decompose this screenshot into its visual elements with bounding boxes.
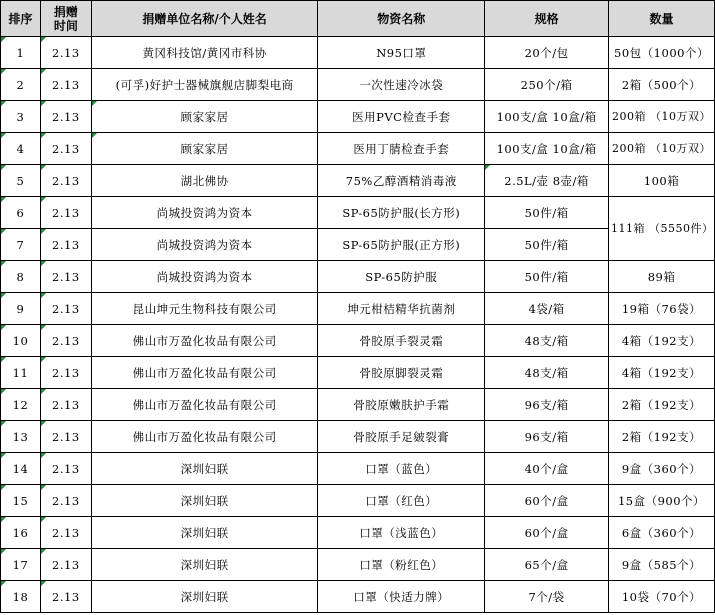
cell-date[interactable]: 2.13: [40, 293, 91, 325]
cell-donor[interactable]: 深圳妇联: [91, 453, 318, 485]
cell-qty[interactable]: 111箱 （5550件）: [609, 197, 715, 261]
cell-rank[interactable]: 12: [1, 389, 41, 421]
cell-spec[interactable]: 50件/箱: [485, 261, 609, 293]
cell-date[interactable]: 2.13: [40, 133, 91, 165]
table-row: [1, 453, 715, 485]
cell-spec[interactable]: 60个/盒: [485, 517, 609, 549]
cell-donor[interactable]: 佛山市万盈化妆品有限公司: [91, 357, 318, 389]
table-row: [1, 165, 715, 197]
cell-date[interactable]: 2.13: [40, 581, 91, 613]
cell-date[interactable]: 2.13: [40, 517, 91, 549]
cell-item[interactable]: 75%乙醇酒精消毒液: [318, 165, 485, 197]
cell-donor[interactable]: 顾家家居: [91, 133, 318, 165]
header-time-line1: 捐赠: [53, 4, 78, 19]
table-row: [1, 421, 715, 453]
cell-spec[interactable]: 4袋/箱: [485, 293, 609, 325]
cell-item[interactable]: 口罩（蓝色）: [318, 453, 485, 485]
cell-donor[interactable]: 深圳妇联: [91, 581, 318, 613]
cell-qty[interactable]: 9盒（360个）: [609, 453, 715, 485]
cell-spec[interactable]: 250个/箱: [485, 69, 609, 101]
table-row: [1, 133, 715, 165]
cell-rank[interactable]: 15: [1, 485, 41, 517]
table-row: [1, 517, 715, 549]
cell-spec[interactable]: 100支/盒 10盒/箱: [485, 101, 609, 133]
cell-donor[interactable]: 尚城投资鸿为资本: [91, 261, 318, 293]
cell-item[interactable]: 坤元柑桔精华抗菌剂: [318, 293, 485, 325]
cell-donor[interactable]: (可孚)好护士器械旗舰店脚梨电商: [91, 69, 318, 101]
cell-qty[interactable]: 4箱（192支）: [609, 357, 715, 389]
cell-item[interactable]: 骨胶原手足皴裂膏: [318, 421, 485, 453]
cell-item[interactable]: 骨胶原脚裂灵霜: [318, 357, 485, 389]
cell-spec[interactable]: 7个/袋: [485, 581, 609, 613]
cell-item[interactable]: 骨胶原嫩肤护手霜: [318, 389, 485, 421]
cell-item[interactable]: SP-65防护服(长方形): [318, 197, 485, 229]
cell-item[interactable]: 一次性速冷冰袋: [318, 69, 485, 101]
cell-date[interactable]: 2.13: [40, 485, 91, 517]
cell-date[interactable]: 2.13: [40, 229, 91, 261]
cell-date[interactable]: 2.13: [40, 549, 91, 581]
cell-qty[interactable]: 200箱 （10万双）: [609, 101, 715, 133]
cell-spec[interactable]: 48支/箱: [485, 357, 609, 389]
cell-rank[interactable]: 10: [1, 325, 41, 357]
header-qty[interactable]: 数量: [609, 1, 715, 37]
table-row: [1, 325, 715, 357]
header-spec[interactable]: 规格: [485, 1, 609, 37]
cell-qty[interactable]: 89箱: [609, 261, 715, 293]
cell-rank[interactable]: 14: [1, 453, 41, 485]
cell-spec[interactable]: 40个/盒: [485, 453, 609, 485]
header-donation-time[interactable]: [40, 1, 91, 37]
cell-spec[interactable]: 20个/包: [485, 37, 609, 69]
cell-spec[interactable]: 100支/盒 10盒/箱: [485, 133, 609, 165]
table-row: [1, 37, 715, 69]
cell-spec[interactable]: 96支/箱: [485, 389, 609, 421]
cell-date[interactable]: 2.13: [40, 325, 91, 357]
cell-donor[interactable]: 深圳妇联: [91, 517, 318, 549]
cell-qty[interactable]: 100箱: [609, 165, 715, 197]
cell-date[interactable]: 2.13: [40, 421, 91, 453]
table-row: [1, 69, 715, 101]
table-row: [1, 389, 715, 421]
cell-date[interactable]: 2.13: [40, 69, 91, 101]
cell-rank[interactable]: 18: [1, 581, 41, 613]
cell-donor[interactable]: 佛山市万盈化妆品有限公司: [91, 325, 318, 357]
cell-rank[interactable]: 5: [1, 165, 41, 197]
cell-spec[interactable]: 96支/箱: [485, 421, 609, 453]
cell-rank[interactable]: 17: [1, 549, 41, 581]
cell-item[interactable]: SP-65防护服(正方形): [318, 229, 485, 261]
cell-donor[interactable]: 顾家家居: [91, 101, 318, 133]
cell-qty[interactable]: 2箱（192支）: [609, 389, 715, 421]
cell-item[interactable]: 口罩（红色）: [318, 485, 485, 517]
cell-date[interactable]: 2.13: [40, 453, 91, 485]
cell-rank[interactable]: 6: [1, 197, 41, 229]
cell-rank[interactable]: 16: [1, 517, 41, 549]
cell-qty[interactable]: 9盒（585个）: [609, 549, 715, 581]
header-row: [1, 1, 715, 37]
cell-date[interactable]: 2.13: [40, 357, 91, 389]
cell-donor[interactable]: 湖北佛协: [91, 165, 318, 197]
table-row: [1, 293, 715, 325]
table-row: [1, 581, 715, 613]
table-row: [1, 229, 715, 261]
cell-rank[interactable]: 13: [1, 421, 41, 453]
cell-rank[interactable]: 9: [1, 293, 41, 325]
cell-item[interactable]: N95口罩: [318, 37, 485, 69]
cell-qty[interactable]: 6盒（360个）: [609, 517, 715, 549]
cell-qty[interactable]: 2箱（500个）: [609, 69, 715, 101]
header-item[interactable]: 物资名称: [318, 1, 485, 37]
cell-donor[interactable]: 尚城投资鸿为资本: [91, 229, 318, 261]
cell-item[interactable]: 口罩（浅蓝色）: [318, 517, 485, 549]
table-row: [1, 197, 715, 229]
cell-donor[interactable]: 深圳妇联: [91, 485, 318, 517]
header-donor[interactable]: 捐赠单位名称/个人姓名: [91, 1, 318, 37]
cell-date[interactable]: 2.13: [40, 261, 91, 293]
table-row: [1, 549, 715, 581]
cell-qty[interactable]: 19箱（76袋）: [609, 293, 715, 325]
cell-rank[interactable]: 8: [1, 261, 41, 293]
cell-item[interactable]: 口罩（快适力牌）: [318, 581, 485, 613]
cell-spec[interactable]: 48支/箱: [485, 325, 609, 357]
cell-rank[interactable]: 1: [1, 37, 41, 69]
header-rank[interactable]: 排序: [1, 1, 41, 37]
cell-donor[interactable]: 昆山坤元生物科技有限公司: [91, 293, 318, 325]
cell-spec[interactable]: 60个/盒: [485, 485, 609, 517]
cell-date[interactable]: 2.13: [40, 389, 91, 421]
cell-donor[interactable]: 深圳妇联: [91, 549, 318, 581]
cell-qty[interactable]: 10袋（70个）: [609, 581, 715, 613]
table-row: [1, 101, 715, 133]
cell-spec[interactable]: 2.5L/壶 8壶/箱: [485, 165, 609, 197]
cell-spec[interactable]: 65个/盒: [485, 549, 609, 581]
cell-item[interactable]: 医用PVC检查手套: [318, 101, 485, 133]
cell-rank[interactable]: 4: [1, 133, 41, 165]
table-row: [1, 357, 715, 389]
cell-date[interactable]: 2.13: [40, 101, 91, 133]
table-row: [1, 261, 715, 293]
cell-rank[interactable]: 3: [1, 101, 41, 133]
cell-item[interactable]: SP-65防护服: [318, 261, 485, 293]
table-body: [1, 37, 715, 613]
cell-qty[interactable]: 15盒（900个）: [609, 485, 715, 517]
cell-donor[interactable]: 佛山市万盈化妆品有限公司: [91, 389, 318, 421]
cell-date[interactable]: 2.13: [40, 37, 91, 69]
cell-date[interactable]: 2.13: [40, 197, 91, 229]
cell-qty[interactable]: 2箱（192支）: [609, 421, 715, 453]
cell-rank[interactable]: 11: [1, 357, 41, 389]
cell-spec[interactable]: 50件/箱: [485, 229, 609, 261]
cell-item[interactable]: 医用丁腈检查手套: [318, 133, 485, 165]
cell-rank[interactable]: 7: [1, 229, 41, 261]
cell-spec[interactable]: 50件/箱: [485, 197, 609, 229]
cell-donor[interactable]: 佛山市万盈化妆品有限公司: [91, 421, 318, 453]
table-row: [1, 485, 715, 517]
table-header: [1, 1, 715, 37]
header-time-line2: 时间: [53, 18, 78, 33]
cell-qty[interactable]: 4箱（192支）: [609, 325, 715, 357]
cell-donor[interactable]: 黄冈科技馆/黄冈市科协: [91, 37, 318, 69]
cell-donor[interactable]: 尚城投资鸿为资本: [91, 197, 318, 229]
cell-date[interactable]: 2.13: [40, 165, 91, 197]
cell-item[interactable]: 口罩（粉红色）: [318, 549, 485, 581]
cell-rank[interactable]: 2: [1, 69, 41, 101]
cell-qty[interactable]: 200箱 （10万双）: [609, 133, 715, 165]
cell-qty[interactable]: 50包（1000个）: [609, 37, 715, 69]
cell-item[interactable]: 骨胶原手裂灵霜: [318, 325, 485, 357]
